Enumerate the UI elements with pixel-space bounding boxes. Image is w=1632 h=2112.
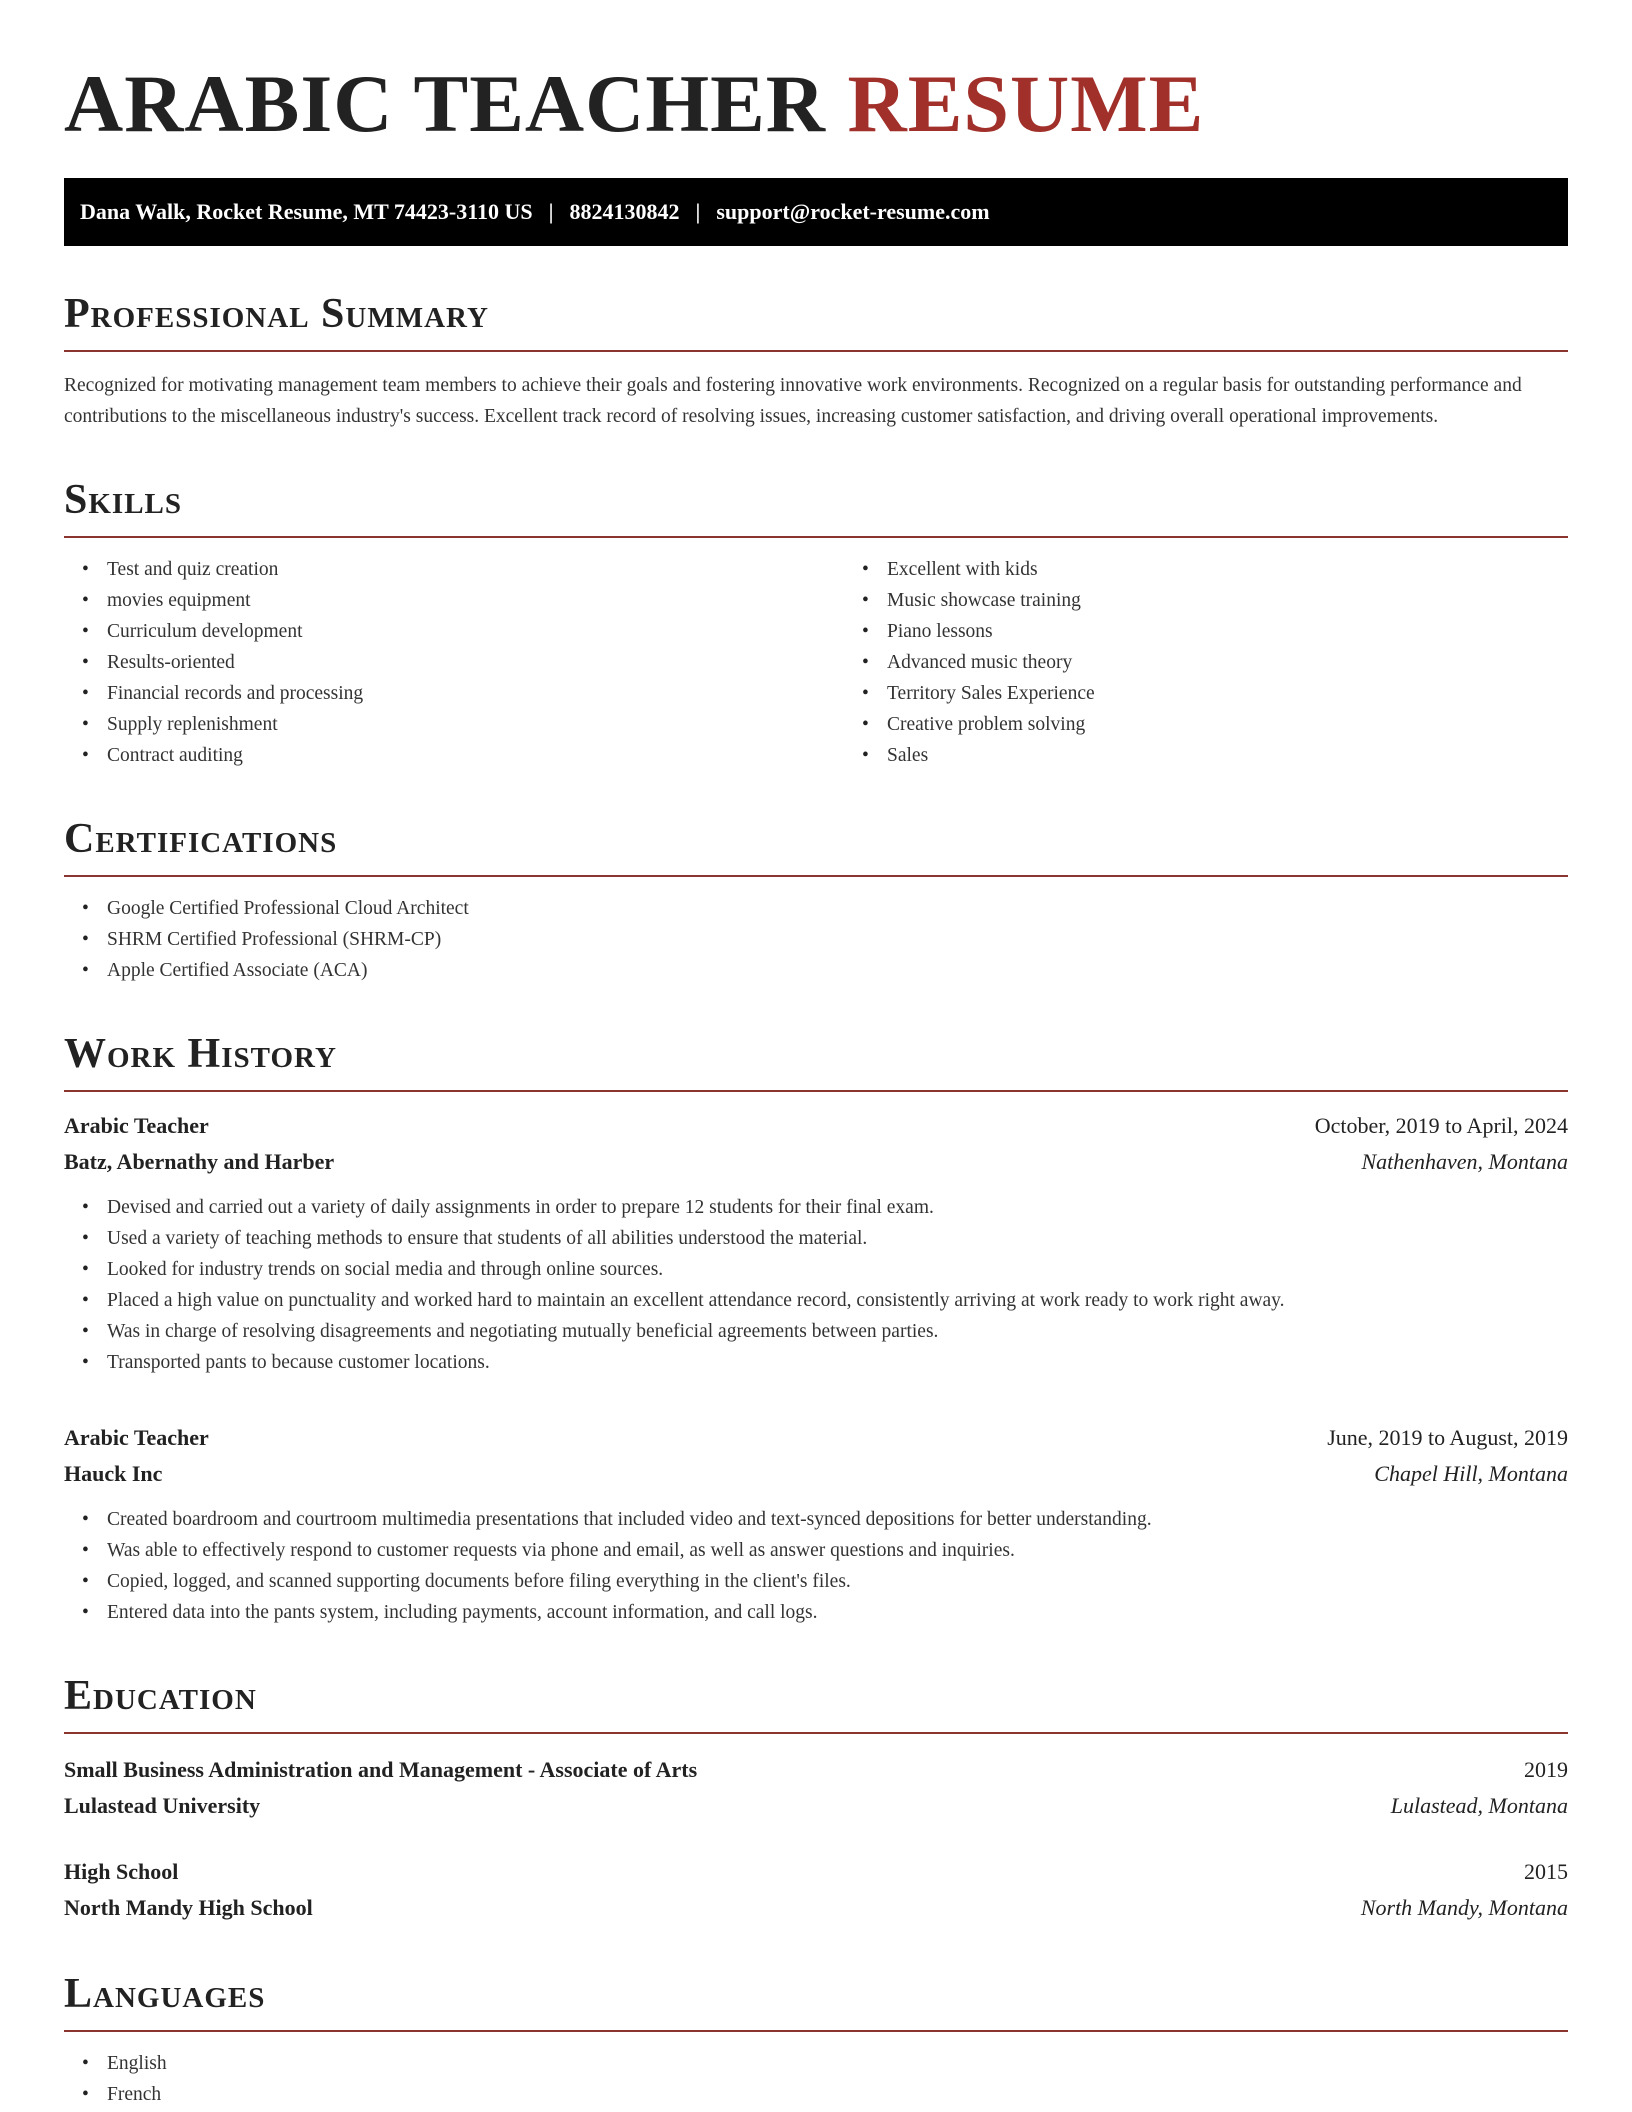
- job-location: Nathenhaven, Montana: [1361, 1149, 1568, 1174]
- title-accent: RESUME: [847, 58, 1205, 149]
- education-section: [64, 1674, 1568, 1926]
- contact-separator: |: [548, 199, 554, 224]
- skills-section: [64, 478, 1568, 771]
- education-heading: Education: [64, 1673, 257, 1719]
- skill-item: • Creative problem solving: [887, 709, 1624, 740]
- certification-item: • Google Certified Professional Cloud Architect: [107, 893, 1568, 924]
- education-year: 2015: [1524, 1859, 1568, 1884]
- contact-phone: 8824130842: [569, 199, 680, 224]
- language-item: • English: [107, 2048, 1568, 2079]
- job-dates: October, 2019 to April, 2024: [1314, 1113, 1568, 1138]
- skill-item: • Excellent with kids: [887, 554, 1624, 585]
- skill-item: • Supply replenishment: [107, 709, 844, 740]
- job-entry: [64, 1420, 1568, 1628]
- summary-heading: Professional Summary: [64, 291, 489, 337]
- skill-item: • Results-oriented: [107, 647, 844, 678]
- job-company-row: [64, 1456, 1568, 1492]
- job-title: Arabic Teacher: [64, 1113, 209, 1138]
- education-year: 2019: [1524, 1757, 1568, 1782]
- job-company: Hauck Inc: [64, 1461, 163, 1486]
- skill-item: • Sales: [887, 740, 1624, 771]
- job-bullet: • Was in charge of resolving disagreements and negotiating mutually beneficial agreements between parties.: [107, 1316, 1568, 1347]
- skill-item: • movies equipment: [107, 585, 844, 616]
- education-degree-row: [64, 1752, 1568, 1788]
- job-location: Chapel Hill, Montana: [1374, 1461, 1568, 1486]
- education-school-row: [64, 1890, 1568, 1926]
- job-bullets: [64, 1504, 1568, 1628]
- job-company-row: [64, 1144, 1568, 1180]
- skills-columns: [64, 538, 1568, 771]
- languages-list: [64, 2048, 1568, 2110]
- job-bullet: • Placed a high value on punctuality and worked hard to maintain an excellent attendance record, consistently arriving at work ready to work right away.: [107, 1285, 1568, 1316]
- job-entry: [64, 1108, 1568, 1378]
- job-bullets: [64, 1192, 1568, 1378]
- contact-email: support@rocket-resume.com: [716, 199, 990, 224]
- skill-item: • Curriculum development: [107, 616, 844, 647]
- certifications-list: [64, 893, 1568, 986]
- skill-item: • Contract auditing: [107, 740, 844, 771]
- summary-text: Recognized for motivating management team members to achieve their goals and fostering innovative work environments. Recognized on a regular basis for outstanding performance and contributions to the miscellaneous industry's success. Excellent track record of resolving issues, increasing customer satisfaction, and driving overall operational improvements.: [64, 375, 1522, 427]
- job-dates: June, 2019 to August, 2019: [1327, 1425, 1568, 1450]
- education-entry: [64, 1752, 1568, 1824]
- job-title: Arabic Teacher: [64, 1425, 209, 1450]
- work-history-heading: Work History: [64, 1031, 337, 1077]
- section-divider: [64, 350, 1568, 352]
- job-title-row: [64, 1108, 1568, 1144]
- job-bullet: • Was able to effectively respond to customer requests via phone and email, as well as answer questions and inquiries.: [107, 1535, 1568, 1566]
- job-bullet: • Created boardroom and courtroom multimedia presentations that included video and text-synced depositions for better understanding.: [107, 1504, 1568, 1535]
- section-divider: [64, 875, 1568, 877]
- education-school: North Mandy High School: [64, 1895, 313, 1920]
- job-company: Batz, Abernathy and Harber: [64, 1149, 335, 1174]
- certification-item: • SHRM Certified Professional (SHRM-CP): [107, 924, 1568, 955]
- education-entry: [64, 1854, 1568, 1926]
- contact-address: Dana Walk, Rocket Resume, MT 74423-3110 US: [80, 199, 533, 224]
- language-item: • French: [107, 2079, 1568, 2110]
- section-divider: [64, 1090, 1568, 1092]
- job-bullet: • Transported pants to because customer locations.: [107, 1347, 1568, 1378]
- section-divider: [64, 1732, 1568, 1734]
- certifications-heading: Certifications: [64, 816, 338, 862]
- skill-item: • Financial records and processing: [107, 678, 844, 709]
- job-bullet: • Entered data into the pants system, including payments, account information, and call logs.: [107, 1597, 1568, 1628]
- skills-list-left: [64, 554, 844, 771]
- education-degree: High School: [64, 1859, 179, 1884]
- languages-heading: Languages: [64, 1971, 266, 2017]
- contact-separator: |: [695, 199, 701, 224]
- skill-item: • Territory Sales Experience: [887, 678, 1624, 709]
- job-bullet: • Used a variety of teaching methods to ensure that students of all abilities understood the material.: [107, 1223, 1568, 1254]
- skills-heading: Skills: [64, 477, 183, 523]
- education-location: Lulastead, Montana: [1390, 1793, 1568, 1818]
- education-degree: Small Business Administration and Management - Associate of Arts: [64, 1757, 698, 1782]
- skills-list-right: [844, 554, 1624, 771]
- work-history-section: [64, 1032, 1568, 1628]
- job-title-row: [64, 1420, 1568, 1456]
- resume-title: [64, 60, 1568, 148]
- skill-item: • Advanced music theory: [887, 647, 1624, 678]
- job-bullet: • Looked for industry trends on social media and through online sources.: [107, 1254, 1568, 1285]
- education-school: Lulastead University: [64, 1793, 261, 1818]
- summary-section: [64, 292, 1568, 432]
- languages-section: [64, 1972, 1568, 2110]
- section-divider: [64, 2030, 1568, 2032]
- education-degree-row: [64, 1854, 1568, 1890]
- certifications-section: [64, 817, 1568, 986]
- education-school-row: [64, 1788, 1568, 1824]
- skill-item: • Music showcase training: [887, 585, 1624, 616]
- skill-item: • Piano lessons: [887, 616, 1624, 647]
- job-bullet: • Devised and carried out a variety of daily assignments in order to prepare 12 students for their final exam.: [107, 1192, 1568, 1223]
- job-bullet: • Copied, logged, and scanned supporting documents before filing everything in the client's files.: [107, 1566, 1568, 1597]
- title-main: ARABIC TEACHER: [64, 58, 827, 149]
- contact-bar: [64, 178, 1568, 246]
- certification-item: • Apple Certified Associate (ACA): [107, 955, 1568, 986]
- education-location: North Mandy, Montana: [1360, 1895, 1568, 1920]
- skill-item: • Test and quiz creation: [107, 554, 844, 585]
